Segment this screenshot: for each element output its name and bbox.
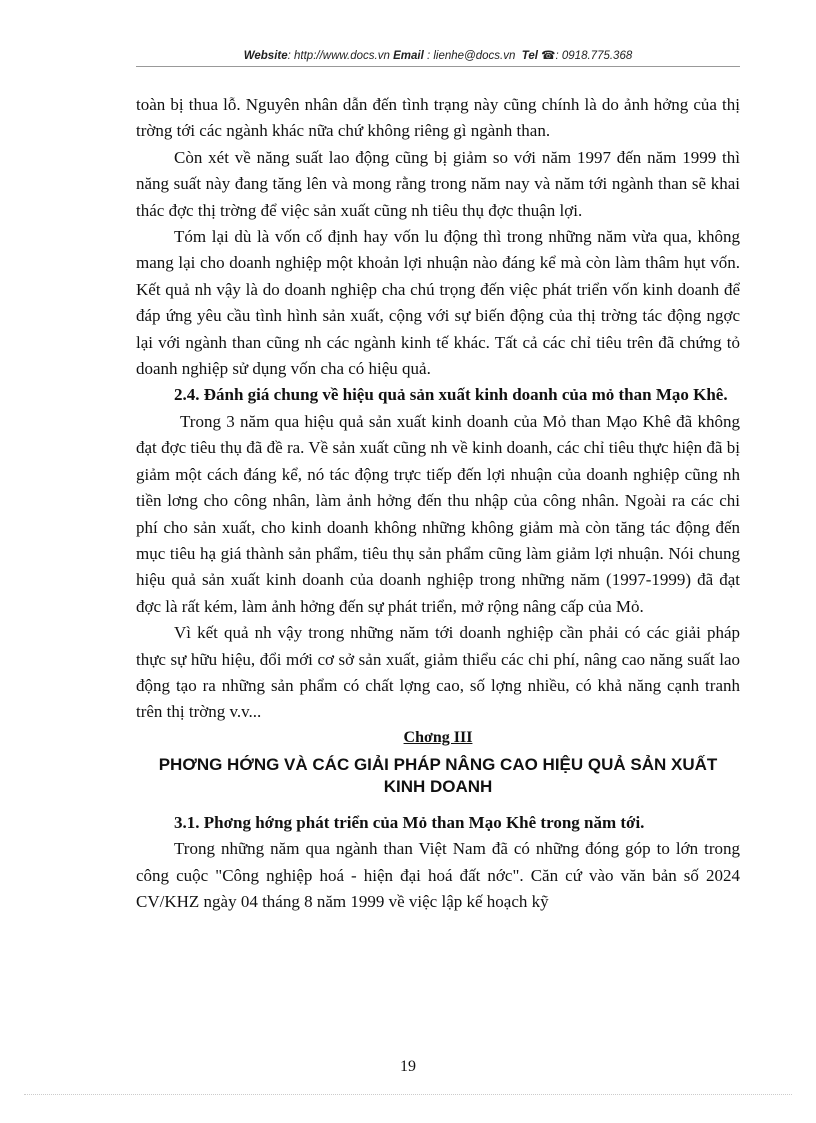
email-label: Email [393, 50, 424, 62]
paragraph-5: Vì kết quả nh vậy trong những năm tới doanh nghiệp cần phải có các giải pháp thực sự hữu hiệu, đổi mới cơ sở sản xuất, giảm thiểu các chi phí, nâng cao năng suất lao động tạo ra những sản phẩm có chất lợng cao, số lợng nhiều, có khả năng cạnh tranh trên thị trờng v.v... [136, 623, 740, 722]
chapter-title: PHƠNG HỚNG VÀ CÁC GIẢI PHÁP NÂNG CAO HIỆU QUẢ SẢN XUẤT KINH DOANH [158, 754, 718, 796]
paragraph-2: Còn xét về năng suất lao động cũng bị giảm so với năm 1997 đến năm 1999 thì năng suất này đang tăng lên và mong rằng trong năm nay và năm tới ngành than sẽ khai thác đợc thị trờng để việc sản xuất cũng nh tiêu thụ đợc thuận lợi. [136, 147, 740, 220]
website-value: : http://www.docs.vn [287, 50, 390, 62]
page-number: 19 [400, 1058, 416, 1075]
page-header [136, 48, 740, 62]
phone-icon: ☎ [541, 50, 556, 62]
paragraph-3: Tóm lại dù là vốn cố định hay vốn lu động thì trong những năm vừa qua, không mang lại cho doanh nghiệp một khoản lợi nhuận nào đáng kể mà còn làm thâm hụt vốn. Kết quả nh vậy là do doanh nghiệp cha chú trọng đến việc phát triển vốn kinh doanh để đáp ứng yêu cầu tình hình sản xuất, cộng với sự biến động của thị trờng tác động ngợc lại với ngành than cũng nh các ngành kinh tế khác. Tất cả các chỉ tiêu trên đã chứng tỏ doanh nghiệp sử dụng vốn cha có hiệu quả. [136, 227, 740, 379]
header-divider [136, 66, 740, 67]
paragraph-6: Trong những năm qua ngành than Việt Nam đã có những đóng góp to lớn trong công cuộc "Công nghiệp hoá - hiện đại hoá đất nớc". Căn cứ vào văn bản số 2024 CV/KHZ ngày 04 tháng 8 năm 1999 về việc lập kế hoạch kỹ [136, 839, 740, 911]
tel-label: Tel [521, 50, 538, 62]
paragraph-1: toàn bị thua lỗ. Nguyên nhân dẫn đến tình trạng này cũng chính là do ảnh hởng của thị trờng tới các ngành khác nữa chứ không riêng gì ngành than. [136, 95, 740, 141]
footer-divider [24, 1094, 792, 1095]
email-value: : lienhe@docs.vn [423, 50, 516, 62]
document-body [136, 92, 740, 915]
website-label: Website [243, 50, 288, 62]
section-heading-2-4: 2.4. Đánh giá chung về hiệu quả sản xuất kinh doanh của mỏ than Mạo Khê. [174, 385, 728, 405]
paragraph-4: Trong 3 năm qua hiệu quả sản xuất kinh doanh của Mỏ than Mạo Khê đã không đạt đợc tiêu thụ đã đề ra. Về sản xuất cũng nh về kinh doanh, các chỉ tiêu thực hiện đã bị giảm một cách đáng kể, nó tác động trực tiếp đến lợi nhuận của doanh nghiệp cũng nh tiền lơng cho công nhân, làm ảnh hởng đến thu nhập của công nhân. Ngoài ra các chi phí cho sản xuất, cho kinh doanh không những không giảm mà còn tăng tác động đến mục tiêu hạ giá thành sản phẩm, tiêu thụ sản phẩm cũng làm giảm lợi nhuận. Nói chung hiệu quả sản xuất kinh doanh của doanh nghiệp trong những năm (1997-1999) đã đạt đợc là rất kém, làm ảnh hởng đến sự phát triển, mở rộng nâng cấp của Mỏ. [136, 411, 740, 616]
section-heading-3-1: 3.1. Phơng hớng phát triển của Mỏ than Mạo Khê trong năm tới. [174, 812, 645, 832]
chapter-heading: Chơng III [403, 728, 473, 746]
tel-value: : 0918.775.368 [555, 50, 633, 62]
